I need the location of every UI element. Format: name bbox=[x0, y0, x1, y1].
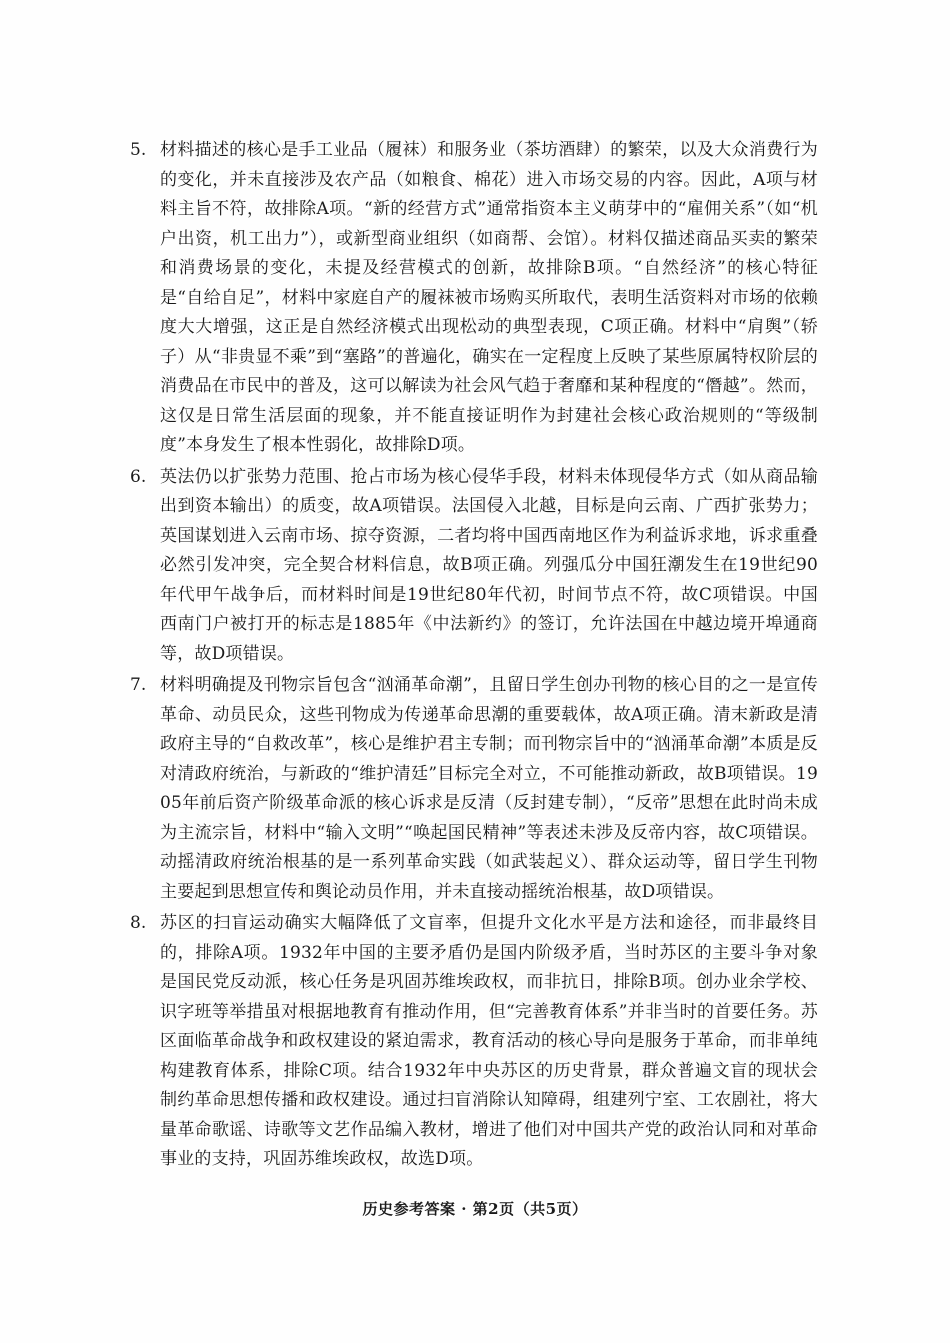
answer-item-6 bbox=[128, 463, 818, 670]
answer-text: 苏区的扫盲运动确实大幅降低了文盲率，但提升文化水平是方法和途径，而非最终目的，排除A项。1932年中国的主要矛盾仍是国内阶级矛盾，当时苏区的主要斗争对象是国民党反动派，核心任务是巩固苏维埃政权，而非抗日，排除B项。创办业余学校、识字班等举措虽对根据地教育有推动作用，但“完善教育体系”并非当时的首要任务。苏区面临革命战争和政权建设的紧迫需求，教育活动的核心导向是服务于革命，而非单纯构建教育体系，排除C项。结合1932年中央苏区的历史背景，群众普遍文盲的现状会制约革命思想传播和政权建设。通过扫盲消除认知障碍，组建列宁室、工农剧社，将大量革命歌谣、诗歌等文艺作品编入教材，增进了他们对中国共产党的政治认同和对革命事业的支持，巩固苏维埃政权，故选D项。 bbox=[160, 913, 818, 1169]
page-footer: 历史参考答案 · 第2页（共5页） bbox=[362, 1200, 588, 1218]
answer-text: 英法仍以扩张势力范围、抢占市场为核心侵华手段，材料未体现侵华方式（如从商品输出到资本输出）的质变，故A项错误。法国侵入北越，目标是向云南、广西扩张势力；英国谋划进入云南市场、掠夺资源，二者均将中国西南地区作为利益诉求地，诉求重叠必然引发冲突，完全契合材料信息，故B项正确。列强瓜分中国狂潮发生在19世纪90年代甲午战争后，而材料时间是19世纪80年代初，时间节点不符，故C项错误。中国西南门户被打开的标志是1885年《中法新约》的签订，允许法国在中越边境开埠通商等，故D项错误。 bbox=[160, 466, 818, 664]
answer-text: 材料描述的核心是手工业品（履袜）和服务业（茶坊酒肆）的繁荣，以及大众消费行为的变化，并未直接涉及农产品（如粮食、棉花）进入市场交易的内容。因此，A项与材料主旨不符，故排除A项。“新的经营方式”通常指资本主义萌芽中的“雇佣关系”（如“机户出资，机工出力”），或新型商业组织（如商帮、会馆）。材料仅描述商品买卖的繁荣和消费场景的变化，未提及经营模式的创新，故排除B项。“自然经济”的核心特征是“自给自足”，材料中家庭自产的履袜被市场购买所取代，表明生活资料对市场的依赖度大大增强，这正是自然经济模式出现松动的典型表现，C项正确。材料中“肩舆”（轿子）从“非贵显不乘”到“塞路”的普遍化，确实在一定程度上反映了某些原属特权阶层的消费品在市民中的普及，这可以解读为社会风气趋于奢靡和某种程度的“僭越”。然而，这仅是日常生活层面的现象，并不能直接证明作为封建社会核心政治规则的“等级制度”本身发生了根本性弱化，故排除D项。 bbox=[160, 140, 818, 455]
answer-number: 8. bbox=[130, 913, 147, 933]
answer-list bbox=[128, 136, 818, 1177]
answer-item-7 bbox=[128, 671, 818, 907]
answer-item-5 bbox=[128, 136, 818, 461]
answer-number: 5. bbox=[130, 140, 147, 160]
answer-number: 7. bbox=[130, 675, 147, 695]
answer-number: 6. bbox=[130, 466, 147, 487]
answer-text: 材料明确提及刊物宗旨包含“汹涌革命潮”，且留日学生创办刊物的核心目的之一是宣传革命、动员民众，这些刊物成为传递革命思潮的重要载体，故A项正确。清末新政是清政府主导的“自救改革”，核心是维护君主专制；而刊物宗旨中的“汹涌革命潮”本质是反对清政府统治，与新政的“维护清廷”目标完全对立，不可能推动新政，故B项错误。1905年前后资产阶级革命派的核心诉求是反清（反封建专制），“反帝”思想在此时尚未成为主流宗旨，材料中“输入文明”“唤起国民精神”等表述未涉及反帝内容，故C项错误。动摇清政府统治根基的是一系列革命实践（如武装起义）、群众运动等，留日学生刊物主要起到思想宣传和舆论动员作用，并未直接动摇统治根基，故D项错误。 bbox=[160, 675, 818, 902]
answer-item-8 bbox=[128, 909, 818, 1175]
